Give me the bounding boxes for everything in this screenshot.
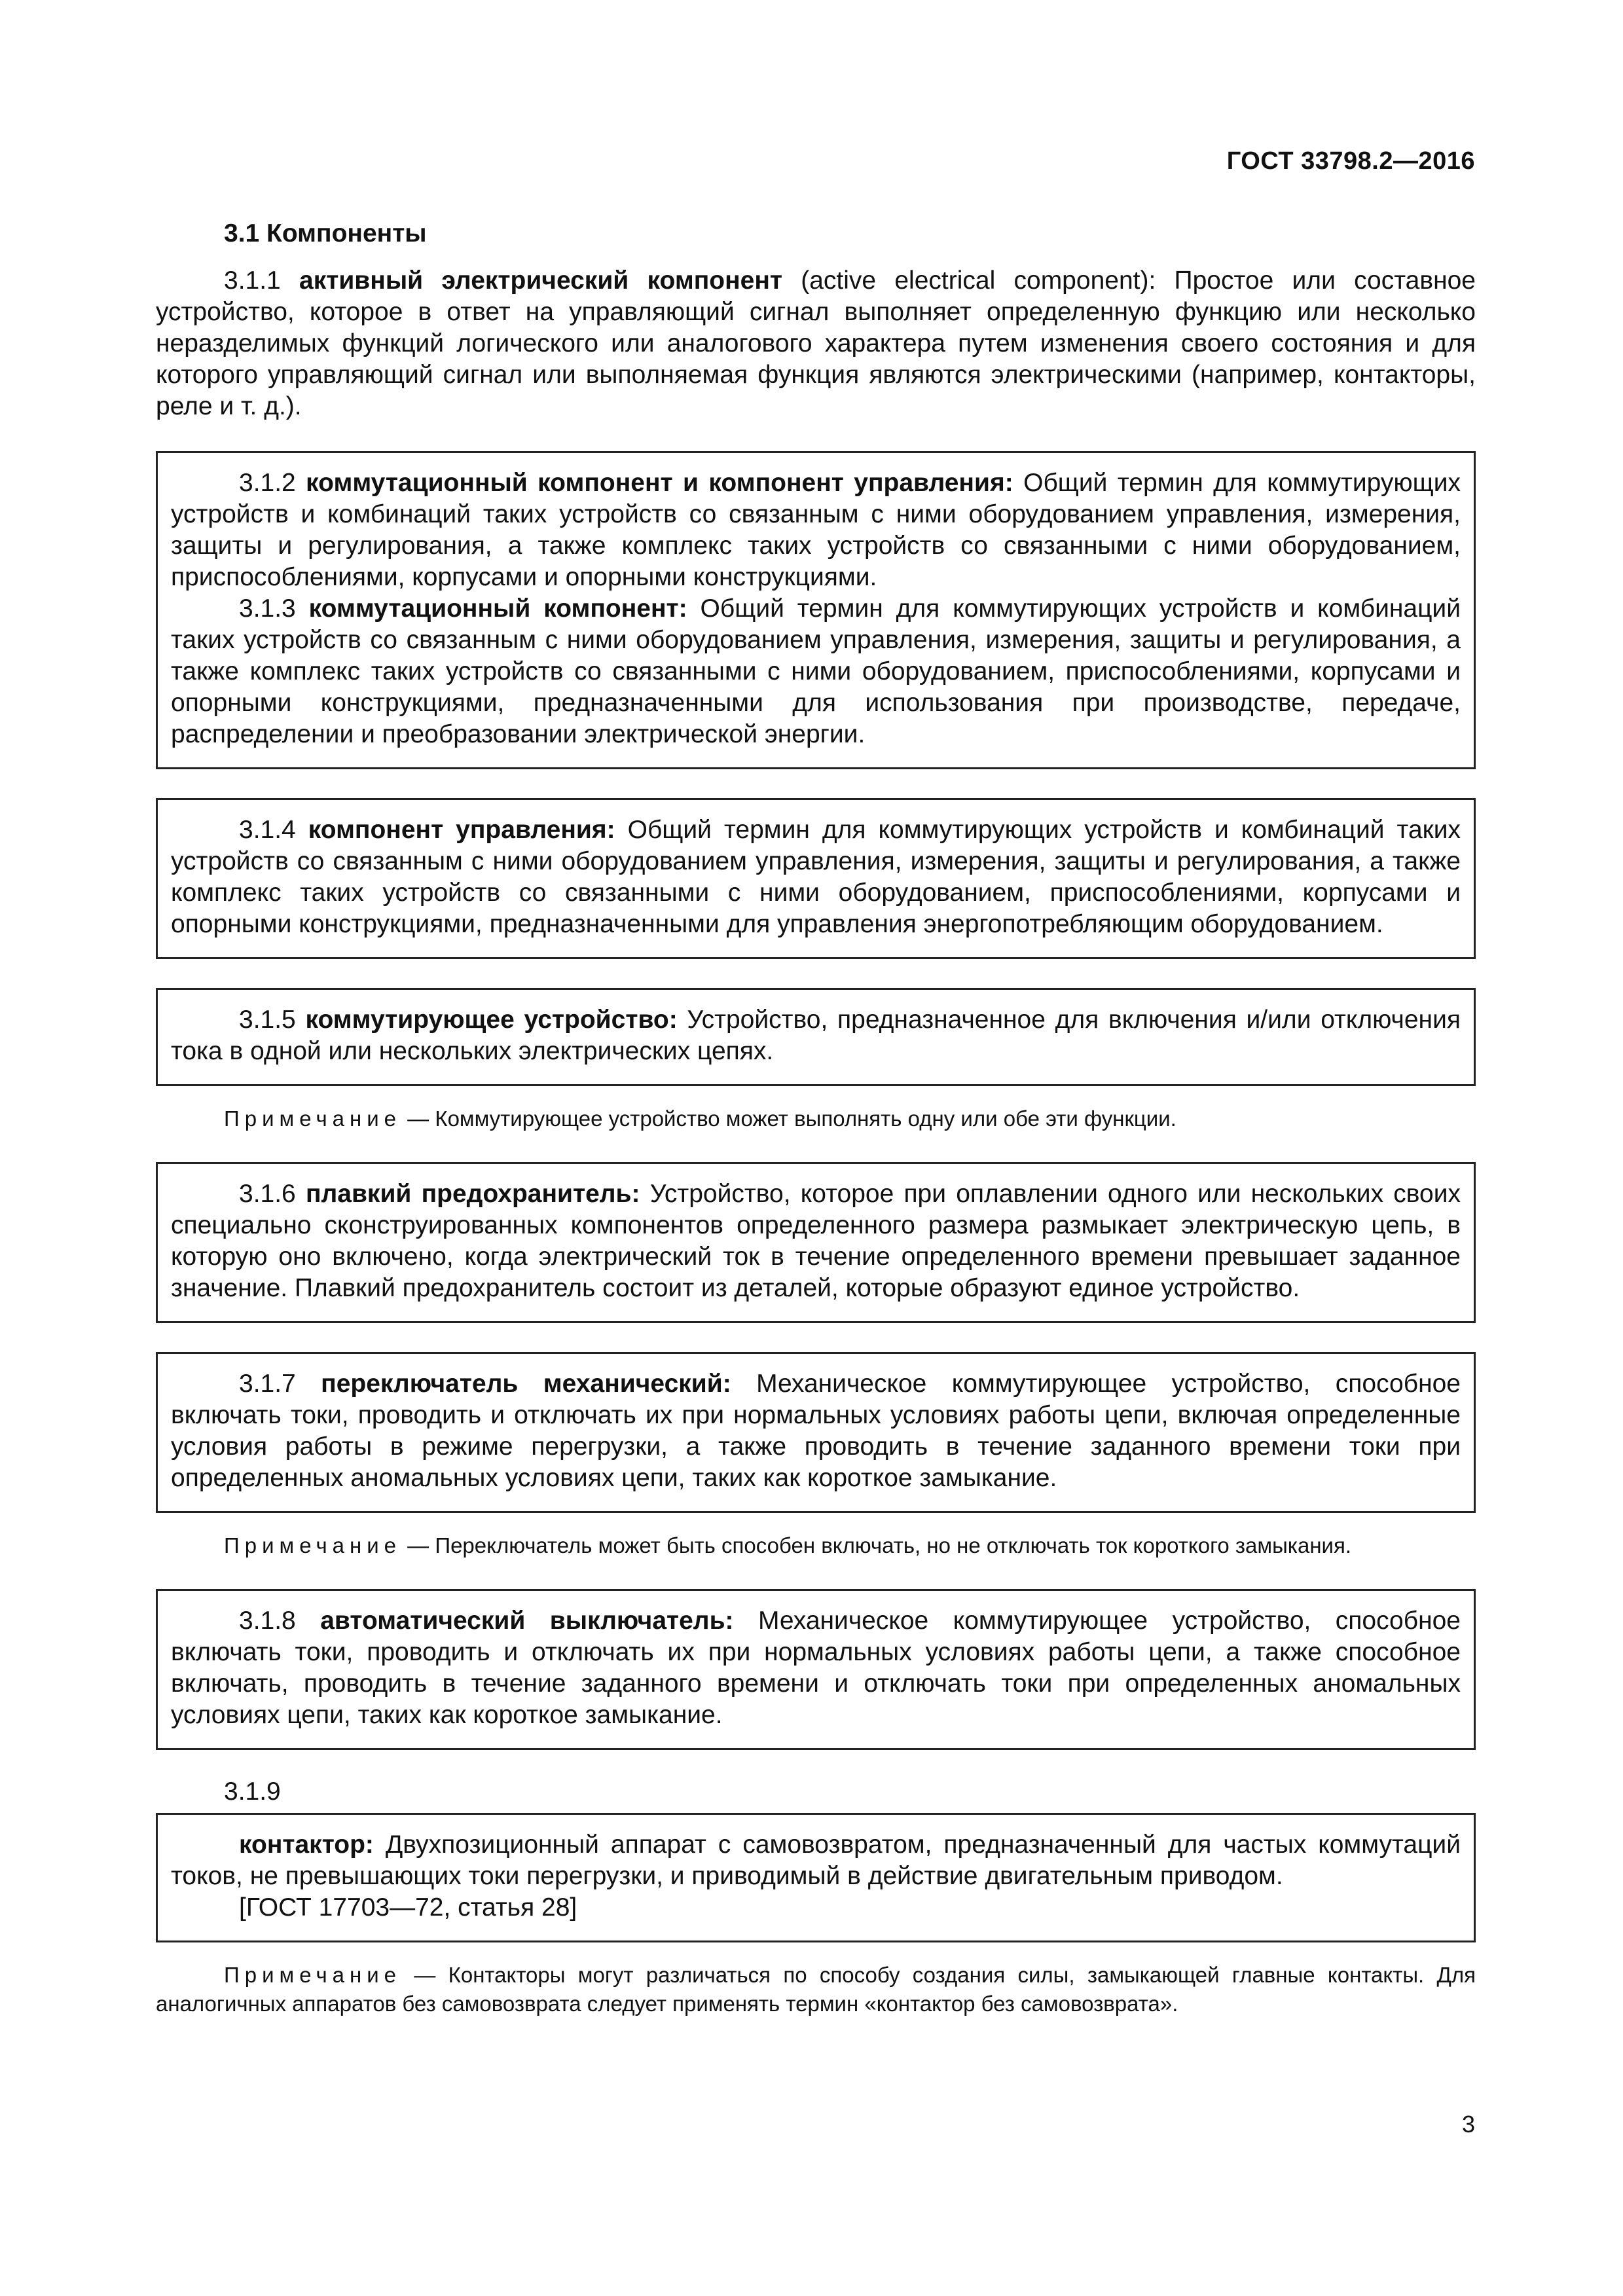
term-name: плавкий предохранитель: bbox=[305, 1180, 640, 1208]
term-number: 3.1.2 bbox=[239, 469, 296, 497]
standard-header: ГОСТ 33798.2—2016 bbox=[1226, 147, 1475, 175]
term-definition: Устройство, которое при оплавлении одного или нескольких своих специально сконструированных компонентов определенного размера размыкает электрическую цепь, в которую оно включено, когда электрический ток в течение определенного времени превышает заданное значение. Плавкий предохранитель состоит из деталей, которые образуют единое устройство. bbox=[171, 1180, 1461, 1302]
term-name: коммутационный компонент: bbox=[308, 594, 687, 623]
term-name: компонент управления: bbox=[308, 816, 615, 844]
term-definition: Устройство, предназначенное для включения и/или отключения тока в одной или нескольких электрических цепях. bbox=[171, 1006, 1461, 1065]
term-number: 3.1.3 bbox=[239, 594, 296, 623]
note-1 bbox=[156, 1104, 1476, 1133]
term-name: активный электрический компонент bbox=[299, 266, 782, 295]
term-number: 3.1.4 bbox=[239, 816, 296, 844]
note-label: Примечание bbox=[224, 1106, 402, 1131]
note-text: — Коммутирующее устройство может выполнять одну или обе эти функции. bbox=[401, 1106, 1176, 1131]
note-text: — Контакторы могут различаться по способу создания силы, замыкающей главные контакты. Для аналогичных аппаратов без самовозврата следует применять термин «контактор без самовозврата». bbox=[156, 1963, 1476, 2016]
term-definition: Общий термин для коммутирующих устройств и комбинаций таких устройств со связанным с ними оборудованием управления, измерения, защиты и регулирования, а также комплекс таких устройств со связанными с ними оборудованием, приспособлениями, корпусами и опорными конструкциями. bbox=[171, 469, 1461, 591]
term-number: 3.1.6 bbox=[239, 1180, 296, 1208]
term-definition: Общий термин для коммутирующих устройств и комбинаций таких устройств со связанным с ними оборудованием управления, измерения, защиты и регулирования, а также комплекс таких устройств со связанными с ними оборудованием, приспособлениями, корпусами и опорными конструкциями, предназначенными для управления энергопотребляющим оборудованием. bbox=[171, 816, 1461, 938]
paragraph-3-1-7 bbox=[171, 1368, 1461, 1494]
term-number: 3.1.1 bbox=[224, 266, 281, 295]
term-name: коммутирующее устройство: bbox=[305, 1006, 678, 1034]
definition-box-3-1-6 bbox=[156, 1162, 1476, 1323]
definition-box-3-1-7 bbox=[156, 1352, 1476, 1513]
paragraph-3-1-8 bbox=[171, 1605, 1461, 1731]
definition-box-3-1-8 bbox=[156, 1589, 1476, 1750]
section-title: 3.1 Компоненты bbox=[224, 219, 427, 247]
reference: [ГОСТ 17703—72, статья 28] bbox=[239, 1893, 577, 1922]
term-definition: Общий термин для коммутирующих устройств и комбинаций таких устройств со связанным с ними оборудованием управления, измерения, защиты и регулирования, а также комплекс таких устройств со связанными с ними оборудованием, приспособлениями, корпусами и опорными конструкциями, предназначенными для использования при производстве, передаче, распределении и преобразовании электрической энергии. bbox=[171, 594, 1461, 748]
term-definition: Механическое коммутирующее устройство, способное включать токи, проводить и отключать их при нормальных условиях работы цепи, включая определенные условия работы в режиме перегрузки, а также проводить в течение заданного времени токи при определенных аномальных условиях цепи, таких как короткое замыкание. bbox=[171, 1370, 1461, 1492]
term-number: 3.1.5 bbox=[239, 1006, 296, 1034]
term-name: контактор: bbox=[239, 1831, 374, 1859]
paragraph-3-1-5 bbox=[171, 1004, 1461, 1067]
definition-box-3-1-4 bbox=[156, 798, 1476, 959]
term-definition: Механическое коммутирующее устройство, способное включать токи, проводить и отключать их при нормальных условиях работы цепи, а также способное включать, проводить в течение заданного времени и отключать токи при определенных аномальных условиях цепи, таких как короткое замыкание. bbox=[171, 1607, 1461, 1729]
paragraph-3-1-6 bbox=[171, 1178, 1461, 1304]
note-label: Примечание bbox=[224, 1533, 402, 1558]
page-number: 3 bbox=[1461, 2111, 1475, 2138]
paragraph-3-1-1 bbox=[156, 265, 1476, 422]
paragraph-3-1-2 bbox=[171, 467, 1461, 593]
paragraph-3-1-9 bbox=[171, 1829, 1461, 1892]
definition-box-3-1-2 bbox=[156, 451, 1476, 769]
term-name: коммутационный компонент и компонент управления: bbox=[306, 469, 1013, 497]
note-3 bbox=[156, 1961, 1476, 2018]
term-name: переключатель механический: bbox=[321, 1370, 731, 1398]
term-number: 3.1.8 bbox=[239, 1607, 296, 1635]
definition-box-3-1-5 bbox=[156, 988, 1476, 1086]
note-2 bbox=[156, 1531, 1476, 1560]
paragraph-3-1-4 bbox=[171, 814, 1461, 940]
term-name: автоматический выключатель: bbox=[320, 1607, 734, 1635]
term-number-3-1-9: 3.1.9 bbox=[224, 1777, 281, 1806]
note-label: Примечание bbox=[224, 1963, 402, 1987]
document-content bbox=[156, 219, 1476, 2018]
definition-box-3-1-9 bbox=[156, 1813, 1476, 1942]
term-definition: Двухпозиционный аппарат с самовозвратом, предназначенный для частых коммутаций токов, не превышающих токи перегрузки, и приводимый в действие двигательным приводом. bbox=[171, 1831, 1461, 1890]
paragraph-3-1-3 bbox=[171, 593, 1461, 750]
term-definition: (active electrical component): Простое или составное устройство, которое в ответ на управляющий сигнал выполняет определенную функцию или несколько неразделимых функций логического или аналогового характера путем изменения своего состояния и для которого управляющий сигнал или выполняемая функция являются электрическими (например, контакторы, реле и т. д.). bbox=[156, 266, 1476, 420]
term-number: 3.1.7 bbox=[239, 1370, 296, 1398]
note-text: — Переключатель может быть способен включать, но не отключать ток короткого замыкания. bbox=[401, 1533, 1352, 1558]
